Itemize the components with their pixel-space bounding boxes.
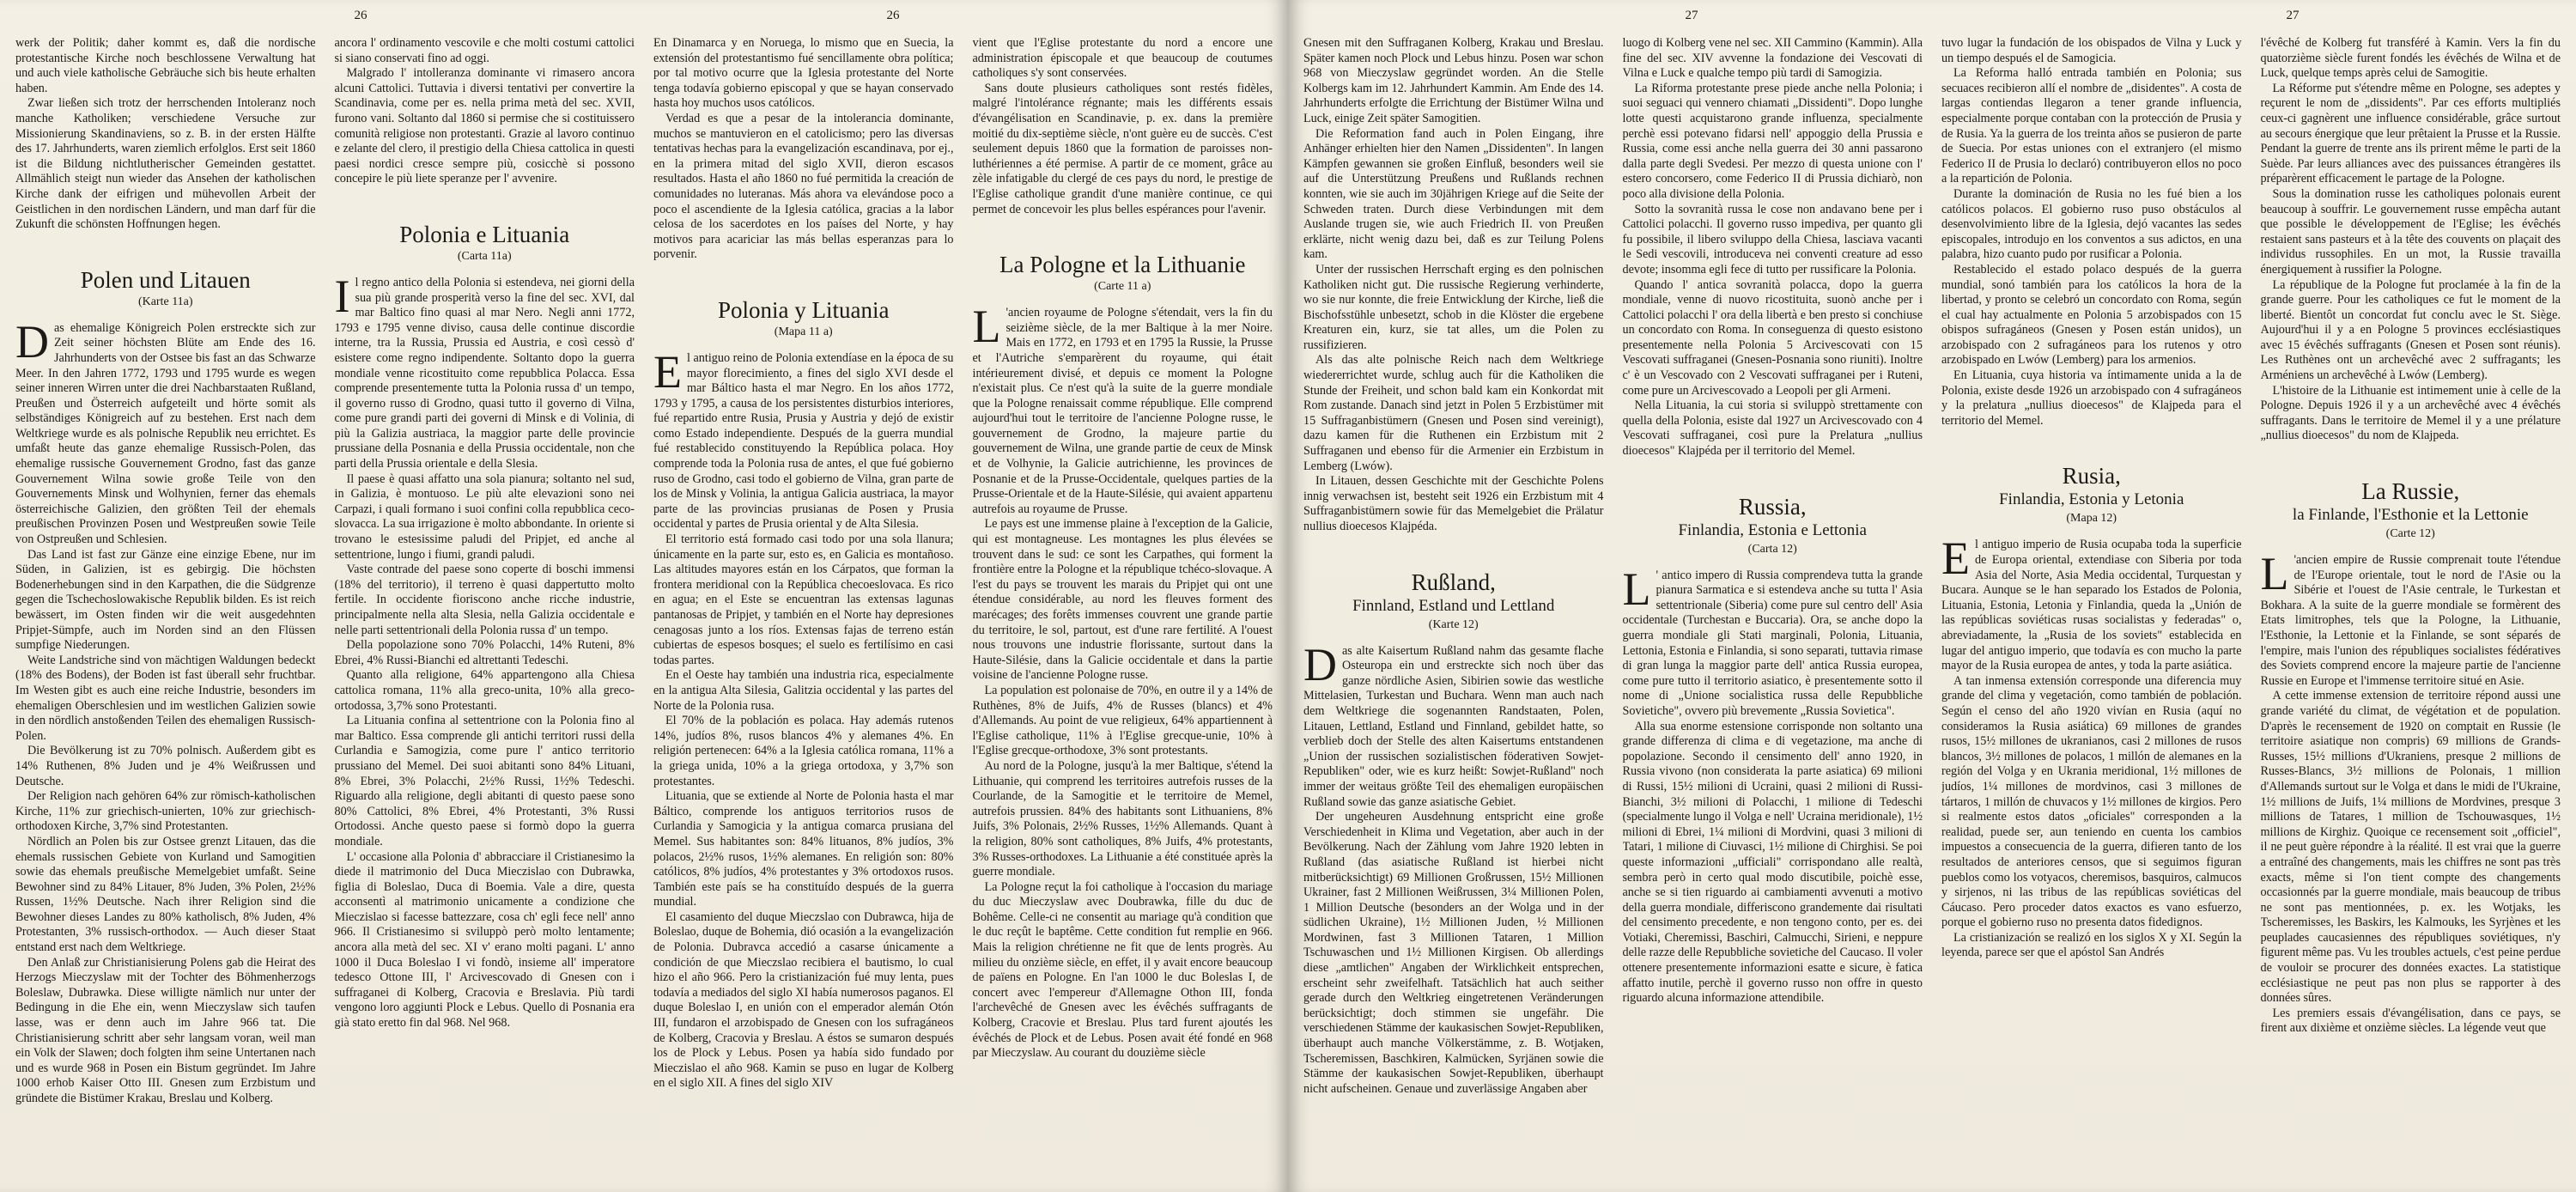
paragraph: In Litauen, dessen Geschichte mit der Geschichte Polens innig verwachsen ist, besteht seit 1926 ein Erzbistum mit 4 Suffraganbistümern sowie für das Memelgebiet die Prälatur nullius dioecesos Klajpéda. bbox=[1303, 474, 1604, 533]
paragraph: luogo di Kolberg vene nel sec. XII Cammino (Kammin). Alla fine del sec. XIV avvenne la fondazione dei Vescovati di Vilna e Luck e qualche tempo più tardi di Samogizia. bbox=[1622, 36, 1923, 81]
section-title: Rusia, bbox=[2062, 463, 2121, 490]
paragraph: l antiguo imperio de Rusia ocupaba toda la superficie de Europa oriental, extendiase con Siberia por toda Asia del Norte, Asia Media occidental, Turquestan y Bucara. Aunque se le han separado los Estados de Polonia, Lituania, Estonia, Letonia y Finlandia, queda la „Unión de las repúblicas soviéticas rusas socialistas y federadas" o, abreviadamente, la „Rusia de los soviets" establecida en lugar del antiguo imperio, que todavía es con mucho la parte mayor de la Rusia europea de antes, y toda la parte asiática. bbox=[1941, 538, 2242, 673]
map-reference: (Karte 12) bbox=[1428, 617, 1479, 631]
paragraph: ancora l' ordinamento vescovile e che molti costumi cattolici si siano conservati fino ad oggi. bbox=[334, 36, 635, 65]
paragraph: La cristianización se realizó en los siglos X y XI. Según la leyenda, parece ser que el apóstol San Andrés bbox=[1941, 930, 2242, 960]
paragraph: 'ancien empire de Russie comprenait toute l'étendue de l'Europe orientale, tout le nord de l'Asie ou la Sibérie et l'ouest de l'Asie centrale, le Turkestan et Bokhara. A la suite de la guerre mondiale se formèrent des Etats limitrophes, tels que la Pologne, la Lithuanie, l'Esthonie, la Lettonie et la Finlande, se sont séparés de l'empire, mais l'union des républiques socialistes fédératives des Soviets comprend encore la majeure partie de l'ancienne Russie en Europe et l'immense territoire situé en Asie. bbox=[2260, 553, 2561, 688]
paragraph: Les premiers essais d'évangélisation, dans ce pays, se firent aux dixième et onzième siècles. La légende veut que bbox=[2260, 1006, 2561, 1036]
section-title: La Pologne et la Lithuanie bbox=[999, 252, 1246, 278]
paragraph: Als das alte polnische Reich nach dem Weltkriege wiedererrichtet wurde, schlug auch für die Katholiken die Stunde der Freiheit, und schon bald kam ein Konkordat mit Rom zustande. Danach sind jetzt in Polen 5 Erzbistümer mit 15 Suffraganbistümern (Gnesen und Posen sind vereinigt), dazu kamen für die Ruthenen ein Erzbistum mit 2 Suffraganen und ebenso für die Armenier ein Erzbistum in Lemberg (Lwów). bbox=[1303, 353, 1604, 473]
paragraph: El 70% de la población es polaca. Hay además rutenos 14%, judíos 8%, rusos blancos 4% y alemanes 4%. En religión pertenecen: 64% a la Iglesia católica romana, 11% a la griega unida, 10% a la griega ortodoxa, y 3,7% son protestantes. bbox=[653, 714, 954, 788]
paragraph: Die Reformation fand auch in Polen Eingang, ihre Anhänger erhielten hier den Namen „Dissidenten". In langen Kämpfen gewannen sie großen Einfluß, besonders weil sie auf die Unterstützung Preußens und Rußlands rechnen konnten, wie sie auch im 30jährigen Kriege auf die Seite der Schweden traten. Durch diese Verbindungen mit dem Auslande trugen sie, wie auch Friedrich II. von Preußen erklärte, nicht wenig dazu bei, daß es zur Teilung Polens kam. bbox=[1303, 126, 1604, 262]
paragraph: L'histoire de la Lithuanie est intimement unie à celle de la Pologne. Depuis 1926 il y a un archevêché avec 4 évêchés suffragants. Dans le territoire de Memel il y a une prélature „nullius dioecesos" du nom de Klajpeda. bbox=[2260, 383, 2561, 443]
paragraph: Die Bevölkerung ist zu 70% polnisch. Außerdem gibt es 14% Ruthenen, 8% Juden und je 4% Weißrussen und Deutsche. bbox=[15, 744, 316, 788]
column-spanish-2 bbox=[1941, 36, 2242, 1175]
paragraph: Quando l' antica sovranità polacca, dopo la guerra mondiale, venne di nuovo ricostituita, suonò anche per i Cattolici polacchi l' ora della libertà e ben presto si conchiuse un concordato con Roma. In conseguenza di questo esistono presentemente nella Polonia 5 Arcivescovati con 15 Vescovati suffraganei (Gnesen-Posnania sono riuniti). Inoltre c' è un Vescovado con 2 Vescovati suffraganei per i Ruteni, come pure un Arcivescovado a Leopoli per gli Armeni. bbox=[1622, 277, 1923, 398]
paragraph: Lituania, que se extiende al Norte de Polonia hasta el mar Báltico, comprende los antiguos territorios rusos de Curlandia y Samogicia y la antigua comarca prusiana del Memel. Sus habitantes son: 84% lituanos, 8% judíos, 3% polacos, 2½% rusos, 1½% alemanes. En religión son: 80% católicos, 8% judíos, 4% protestantes y 3% ortodoxos rusos. También este país se ha constituído después de la guerra mundial. bbox=[653, 789, 954, 909]
right-page-header bbox=[1288, 2, 2576, 27]
section-title: Polen und Litauen bbox=[80, 266, 251, 293]
paragraph: Au nord de la Pologne, jusqu'à la mer Baltique, s'étend la Lithuanie, qui comprend les territoires autrefois russes de la Courlande, de la Samogitie et le territoire de Memel, autrefois prussien. 84% des habitants sont Lithuaniens, 8% Juifs, 3% Polonais, 2½% Russes, 1½% Allemands. Quant à la religion, 80% sont catholiques, 8% Juifs, 4% protestants, 3% Russes-orthodoxes. La Lithuanie a été constituée après la guerre mondiale. bbox=[972, 758, 1273, 879]
paragraph: Gnesen mit den Suffraganen Kolberg, Krakau und Breslau. Später kamen noch Plock und Lebus hinzu. Posen war schon 968 von Mieczyslaw gegründet worden. An die Stelle Kolbergs kam im 12. Jahrhundert Kammin. Am Ende des 14. Jahrhunderts erfolgte die Errichtung der Bistümer Wilna und Luck, einige Zeit später Samogitien. bbox=[1303, 36, 1604, 125]
drop-cap: D bbox=[1303, 638, 1337, 690]
column-german-2 bbox=[1303, 36, 1604, 1175]
paragraph: Verdad es que a pesar de la intolerancia dominante, muchos se mantuvieron en el catolicismo; pero las diversas tentativas hechas para la evangelización escandinava, por ej., en la primera mitad del siglo XVII, dieron escasos resultados. Hasta el año 1860 no fué permitida la creación de comunidades no luteranas. Más ahora va elevándose poco a poco el ascendiente de la Iglesia católica, gracias a la labor celosa de los sacerdotes en los países del Norte, y hay motivos para acariciar las más bellas esperanzas para lo porvenir. bbox=[653, 111, 954, 262]
page-number: 27 bbox=[2286, 9, 2300, 22]
column-italian-2 bbox=[1623, 36, 1923, 1175]
drop-cap: L bbox=[1622, 563, 1651, 615]
paragraph: Das Land ist fast zur Gänze eine einzige Ebene, nur im Süden, in Galizien, ist es gebirgig. Die höchsten Bodenerhebungen sind in den Karpathen, die die Südgrenze gegen die Tschechoslowakische Republik bilden. Es ist reich bewässert, im Osten finden wir die weit ausgedehnten Pripjet-Sümpfe, auch im Norden sind an den Flüssen sumpfige Niederungen. bbox=[15, 547, 316, 653]
paragraph: werk der Politik; daher kommt es, daß die nordische protestantische Kirche noch beschlossene Verwaltung hat und auch viele katholische Gebräuche sich bis heute erhalten haben. bbox=[15, 36, 316, 95]
paragraph: tuvo lugar la fundación de los obispados de Vilna y Luck y un tiempo después el de Samogicia. bbox=[1941, 36, 2242, 65]
column-italian-1 bbox=[335, 36, 635, 1175]
paragraph: A tan inmensa extensión corresponde una diferencia muy grande del clima y vegetación, como también de población. Según el censo del año 1920 vivían en Rusia (aquí no consideramos la Rusia asiática) 69 millones de grandes rusos, 15½ millones de ukranianos, casi 2 millones de rusos blancos, 3½ millones de polacos, 1 millón de alemanes en la región del Volga y en Ukrania meridional, 1½ millones de judíos, 1¼ millones de mordvinos, casi 3 millones de tártaros, 1 millón de chuvacos y 1½ millones de kirgios. Pero si realmente estos datos „oficiales" corresponden a la realidad, puede ser, aun teniendo en cuenta los cambios impuestos a consecuencia de la guerra, difieren tanto de los resultados de anteriores censos, que si seguimos figuran pueblos como los votyacos, cheremisos, basquiros, calmucos y sirjenos, ni las tribus de las repúblicas soviéticas del Cáucaso. Pero proceder datos exactos es vano esfuerzo, porque el gobierno ruso no presenta datos fidedignos. bbox=[1941, 673, 2242, 930]
paragraph: En Dinamarca y en Noruega, lo mismo que en Suecia, la extensión del protestantismo fué sencillamente obra política; por tal motivo ocurre que la Iglesia protestante del Norte tenga todavía gobierno episcopal y que se hayan conservado hasta hoy muchos usos católicos. bbox=[653, 36, 954, 111]
paragraph: Quanto alla religione, 64% appartengono alla Chiesa cattolica romana, 11% alla greco-unita, 10% alla greco-ortodossa, 3,7% sono Protestanti. bbox=[334, 668, 635, 713]
map-reference: (Mapa 11 a) bbox=[774, 325, 833, 338]
paragraph: El casamiento del duque Mieczslao con Dubrawca, hija de Boleslao, duque de Bohemia, dió ocasión a la evangelización de Polonia. Dubravca accedió a casarse únicamente a condición de que Mieczslao recibiera el bautismo, lo cual hizo el año 966. Pero la cristianización fué muy lenta, pues todavía a mediados del siglo XI había numerosos paganos. El duque Boleslao I, en unión con el emperador alemán Otón III, fundaron el arzobispado de Gnesen con los sufragáneos de Kolberg, Cracovia y Breslau. A éstos se sumaron después los de Plock y Lebus. Posen ya había sido fundado por Mieczislao el año 968. Kamin se puso en lugar de Kolberg en el siglo XII. A fines del siglo XIV bbox=[653, 909, 954, 1091]
page-number: 26 bbox=[354, 9, 368, 22]
left-page-header bbox=[0, 2, 1288, 27]
paragraph: Restablecido el estado polaco después de la guerra mundial, sonó también para los católicos la hora de la libertad, y pronto se celebró un concordato con Roma, según el cual hay actualmente en Polonia 5 arzobispados con 15 obispos sufragáneos (Gnesen y Posen están unidos), un arzobispado con 2 sufragáneos para los rutenos y otro arzobispado en Lwów (Lemberg) para los armenios. bbox=[1941, 262, 2242, 368]
section-subtitle: la Finlande, l'Esthonie et la Lettonie bbox=[2292, 506, 2529, 525]
drop-cap: E bbox=[653, 345, 682, 398]
section-subtitle: Finnland, Estland und Lettland bbox=[1352, 596, 1555, 615]
paragraph: La Réforme put s'étendre même en Pologne, ses adeptes y reçurent le nom de „dissidents". Par ces efforts multipliés ceux-ci gagnèrent une influence considérable, grâce surtout au secours énergique que leur prêtaient la Prusse et la Russie. Pendant la guerre de trente ans ils prirent même le parti de la Suède. Par leurs alliances avec des puissances étrangères ils préparèrent efficacement le partage de la Pologne. bbox=[2260, 81, 2561, 186]
paragraph: Sans doute plusieurs catholiques sont restés fidèles, malgré l'intolérance régnante; mais les différents essais d'évangélisation en Scandinavie, p. ex. dans la première moitié du dix-septième siècle, n'ont guère eu de succès. C'est seulement depuis 1860 que la formation de paroisses non-luthériennes a été permise. A partir de ce moment, grâce au zèle infatigable du clergé de ces pays du nord, le prestige de l'Eglise catholique grandit d'une manière continue, ce qui permet de concevoir les plus belles espérances pour l'avenir. bbox=[972, 81, 1273, 216]
section-title: Russia, bbox=[1738, 493, 1807, 520]
paragraph: Weite Landstriche sind von mächtigen Waldungen bedeckt (18% des Bodens), der Boden ist fast überall sehr fruchtbar. Im Westen gibt es auch eine reiche Industrie, besonders im ehemaligen Oberschlesien und im westlichen Galizien sowie in den nördlich anstoßenden Teilen des ehemaligen Russisch-Polen. bbox=[15, 653, 316, 743]
column-spanish-1 bbox=[653, 36, 954, 1175]
paragraph: Unter der russischen Herrschaft erging es den polnischen Katholiken nicht gut. Die russische Regierung verhinderte, wo sie nur konnte, die freie Entwicklung der Kirche, ließ die Bischofsstühle unbesetzt, schob in die Klöster die ergebene Kreaturen ein, kurz, sie tat alles, um die Polen zu russifizieren. bbox=[1303, 262, 1604, 352]
drop-cap: I bbox=[334, 270, 350, 322]
map-reference: (Karte 11a) bbox=[137, 295, 193, 308]
drop-cap: L bbox=[2260, 548, 2289, 600]
paragraph: Der Religion nach gehören 64% zur römisch-katholischen Kirche, 11% zur griechisch-unierten, 10% zur griechisch-orthodoxen Kirche, 3,7% sind Protestanten. bbox=[15, 789, 316, 834]
paragraph: La Riforma protestante prese piede anche nella Polonia; i suoi seguaci qui vennero chiamati „Dissidenti". Dopo lunghe lotte questi acquistarono grande influenza, specialmente perchè essi potevano fidarsi nell' appoggio della Prussia e Russia, come essi anche nella guerra dei 30 anni passarono dalla parte degli Svedesi. Per mezzo di questa unione con l' estero concorsero, come Federico II di Prussia dichiarò, non poco alla divisione della Polonia. bbox=[1622, 81, 1923, 201]
column-french-1 bbox=[973, 36, 1273, 1175]
paragraph: Der ungeheuren Ausdehnung entspricht eine große Verschiedenheit in Klima und Vegetation, aber auch in der Bevölkerung. Nach der Zählung vom Jahre 1920 lebten in Rußland (das asiatische Rußland ist hierbei nicht mitberücksichtigt) 69 Millionen Großrussen, 15½ Millionen Ukrainer, fast 2 Millionen Weißrussen, 3¼ Millionen Polen, 1 Million Deutsche (besonders an der Wolga und in der südlichen Ukraine), 1½ Millionen Juden, ½ Millionen Mordwinen, fast 3 Millionen Tataren, 1 Million Tschuwaschen und 1½ Millionen Kirgisen. Ob allerdings diese „amtlichen" Angaben der Wirklichkeit entsprechen, erscheint sehr zweifelhaft. Tatsächlich hat auch seither gerade durch den Weltkrieg eingetretenen Veränderungen berücksichtigt; doch stimmen sie ungefähr. Die verschiedenen Stämme der kaukasischen Sowjet-Republiken, überhaupt auch manche Völkerstämme, z. B. Wotjaken, Tscheremissen, Baschkiren, Kalmücken, Syrjänen sowie die Stämme der kaukasischen Sowjet-Republiken, überhaupt nicht aufscheinen. Genaue und zuverlässige Angaben aber bbox=[1303, 810, 1604, 1096]
column-french-2 bbox=[2261, 36, 2561, 1175]
paragraph: A cette immense extension de territoire répond aussi une grande variété du climat, de végétation et de population. D'après le recensement de 1920 on comptait en Russie (le territoire asiatique non compris) 69 millions de Grands-Russes, 15½ millions d'Ukraniens, presque 2 millions de Russes-Blancs, 3½ millions de Polonais, 1 million d'Allemands surtout sur le Volga et dans le midi de l'Ukraine, 1½ millions de Juifs, 1¼ millions de Mordvines, presque 3 millions de Tatares, 1 million de Tschouwasques, 1½ millions de Kirghiz. Quoique ce recensement soit „officiel", il ne peut guère répondre à la réalité. Il est vrai que la guerre a entraîné des changements, mais les chiffres ne sont pas très exacts, même si l'on tient compte des changements occasionnés par la guerre mondiale, mais beaucoup de tribus ne sont pas mentionnées, p. ex. les Wotjaks, les Tscheremisses, les Baskirs, les Kalmouks, les Syrjènes et les peuplades caucasiennes des républiques soviétiques, n'y figurent même pas. Vu les troubles actuels, c'est peine perdue de vouloir se procurer des données exactes. La statistique ecclésiastique ne peut pas non plus se rapporter à des données sûres. bbox=[2260, 689, 2561, 1006]
map-reference: (Carta 12) bbox=[1747, 542, 1797, 556]
paragraph: Sotto la sovranità russa le cose non andavano bene per i Cattolici polacchi. Il governo russo impediva, per quanto gli fu possibile, il libero sviluppo della Chiesa, lasciava vacanti le Sedi vescovili, introduceva nei conventi creature ad esso devote; insomma egli fece di tutto per russificare la Polonia. bbox=[1622, 202, 1923, 277]
map-reference: (Carte 12) bbox=[2385, 527, 2435, 541]
paragraph: En Lituania, cuya historia va íntimamente unida a la de Polonia, existe desde 1926 un arzobispado con 4 sufragáneos y la prelatura „nullius dioecesos" de Klajpeda para el territorio del Memel. bbox=[1941, 368, 2242, 428]
paragraph: vient que l'Eglise protestante du nord a encore une administration épiscopale et que beaucoup de coutumes catholiques s'y sont conservées. bbox=[972, 36, 1273, 81]
section-title: La Russie, bbox=[2361, 478, 2460, 505]
paragraph: Vaste contrade del paese sono coperte di boschi immensi (18% del territorio), il terreno è quasi dappertutto molto fertile. In occidente fioriscono anche ricche industrie, principalmente nella alta Slesia, nella Galizia occidentale e nelle parti settentrionali della Polonia russa d' un tempo. bbox=[334, 563, 635, 637]
paragraph: L' occasione alla Polonia d' abbracciare il Cristianesimo la diede il matrimonio del Duca Mieczislao con Dubrawka, figlia di Boleslao, Duca di Boemia. Vale a dire, questa acconsentì al matrimonio unicamente a condizione che Mieczislao si facesse battezzare, cosa ch' egli fece nell' anno 966. Il Cristianesimo si sviluppò però molto lentamente; ancora alla metà del sec. XI v' erano molti pagani. L' anno 1000 il Duca Boleslao I vi fondò, insieme all' imperatore tedesco Ottone III, l' Arcivescovado di Gnesen con i suffraganei di Kolberg, Cracovia e Breslavia. Più tardi vengono loro aggiunti Plock e Lebus. Quello di Posnania era già stato eretto fin dal 968. Nel 968. bbox=[334, 849, 635, 1031]
paragraph: Zwar ließen sich trotz der herrschenden Intoleranz noch manche Katholiken; verschiedene Versuche zur Missionierung Skandinaviens, so z. B. in der ersten Hälfte des 17. Jahrhunderts, waren ziemlich erfolglos. Erst seit 1860 ist die Bildung nichtlutherischer Gemeinden gestattet. Allmählich steigt nun wieder das Ansehen der katholischen Kirche dank der eifrigen und mühevollen Arbeit der Geistlichen in den nordischen Ländern, und man darf für die Zukunft die schönsten Hoffnungen hegen. bbox=[15, 96, 316, 232]
page-number: 27 bbox=[1685, 9, 1698, 22]
section-subtitle: Finlandia, Estonia e Lettonia bbox=[1678, 520, 1867, 539]
map-reference: (Carte 11 a) bbox=[1094, 280, 1151, 294]
page-number: 26 bbox=[886, 9, 900, 22]
paragraph: 'ancien royaume de Pologne s'étendait, vers la fin du seizième siècle, de la mer Baltique à la mer Noire. Mais en 1772, en 1793 et en 1795 la Russie, la Prusse et l'Autriche s'emparèrent du royaume, qui était intérieurement divisé, et depuis ce moment la Pologne n'existait plus. Ce n'est qu'à la suite de la guerre mondiale que la Pologne renaissait comme république. Elle comprend aujourd'hui tout le territoire de l'ancienne Pologne russe, le gouvernement de Grodno, la majeure partie du gouvernement de Wilna, une grande partie de ceux de Minsk et de Volhynie, la Galicie autrichienne, les provinces de Posnanie et de la Prusse-Occidentale, quelques parties de la Prusse-Orientale et de la Haute-Silésie, qui avaient appartenu autrefois au royaume de Prusse. bbox=[972, 306, 1273, 516]
paragraph: l antiguo reino de Polonia extendíase en la época de su mayor florecimiento, a fines del siglo XVI desde el mar Báltico hasta el mar Negro. En los años 1772, 1793 y 1795, a causa de los persistentes disturbios interiores, fué repartido entre Rusia, Prusia y Austria y dejó de existir como Estado independiente. Después de la guerra mundial fué restablecido constituyendo la República polaca. Hoy comprende toda la Polonia rusa de antes, el que fué gobierno ruso de Grodno, casi todo el gobierno de Vilna, gran parte de los de Minsk y Volinia, la antigua Galicia austriaca, la mayor parte de las provincias prusianas de Posen y Prusia occidental y partes de Prusia oriental y de Alta Silesia. bbox=[653, 350, 954, 532]
paragraph: La Pologne reçut la foi catholique à l'occasion du mariage du duc Mieczyslaw avec Doubrawka, fille du duc de Bohême. Celle-ci ne consentit au mariage qu'à condition que le duc reçût le baptême. Cette condition fut remplie en 966. Mais la religion chrétienne ne fit que de lents progrès. Au milieu du onzième siècle, en effet, il y avait encore beaucoup de païens en Pologne. En l'an 1000 le duc Boleslas I, de concert avec l'empereur d'Allemagne Othon III, fonda l'archevêché de Gnesen avec les évêchés suffragants de Kolberg, Cracovie et Breslau. Plus tard furent ajoutés les évêchés de Plock et de Lebus. Posen avait été fondé en 968 par Mieczyslaw. Au courant du douzième siècle bbox=[972, 879, 1273, 1061]
map-reference: (Carta 11a) bbox=[457, 249, 512, 263]
paragraph: ' antico impero di Russia comprendeva tutta la grande pianura Sarmatica e si estendeva anche su tutta l' Asia settentrionale (Siberia) come pure sul centro dell' Asia occidentale (Turchestan e Buccaria). Ora, se anche dopo la guerra mondiale gli Stati marginali, Polonia, Lituania, Lettonia, Estonia e Finlandia, si sono separati, tuttavia rimase di gran lunga la maggior parte dell' antica Russia europea, come pure tutto il territorio asiatico, è presentemente sotto il nome di „Unione socialistica russa delle Repubbliche Sovietiche", ovvero più brevemente „Russia Sovietica". bbox=[1622, 568, 1923, 718]
paragraph: La population est polonaise de 70%, en outre il y a 14% de Ruthènes, 8% de Juifs, 4% de Russes (blancs) et 4% d'Allemands. Au point de vue religieux, 64% appartiennent à l'Eglise catholique, 11% à l'Eglise grecque-unie, 10% à l'Eglise grecque-orthodoxe, 3% sont protestants. bbox=[972, 683, 1273, 758]
paragraph: l'évêché de Kolberg fut transféré à Kamin. Vers la fin du quatorzième siècle furent fondés les évêchés de Wilna et de Luck, quelque temps après celui de Samogitie. bbox=[2260, 36, 2561, 81]
paragraph: as ehemalige Königreich Polen erstreckte sich zur Zeit seiner höchsten Blüte am Ende des 16. Jahrhunderts von der Ostsee bis fast an das Schwarze Meer. In den Jahren 1772, 1793 und 1795 wurde es wegen seiner inneren Wirren unter die drei Nachbarstaaten Rußland, Preußen und Österreich aufgeteilt und hörte somit als selbständiges Königreich auf zu bestehen. Erst nach dem Weltkriege wurde es als polnische Republik neu errichtet. Es umfaßt heute das ganze ehemalige Russisch-Polen, das ehemalige russische Gouvernement Grodno, fast das ganze Gouvernement Wilna sowie große Teile von den Gouvernements Minsk und Wolhynien, ferner das ehemals österreichische Galizien, den größten Teil der ehemals preußischen Provinzen Posen und Westpreußen sowie Teile von Ostpreußen und Schlesien. bbox=[15, 320, 316, 547]
paragraph: El territorio está formado casi todo por una sola llanura; únicamente en la parte sur, esto es, en Galicia es montañoso. Las altitudes mayores están en los Cárpatos, que forman la frontera meridional con la República checoeslovaca. Es rico en agua; en el Este se encuentran las extensas lagunas pantanosas de Pripjet, y también en el Norte hay depresiones cenagosas junto a los ríos. Extensas fajas de terreno están cubiertas de espesos bosques; el suelo es fertilísimo en casi todas partes. bbox=[653, 532, 954, 667]
map-reference: (Mapa 12) bbox=[2066, 512, 2117, 526]
section-subtitle: Finlandia, Estonia y Letonia bbox=[1999, 490, 2184, 509]
section-title: Polonia e Lituania bbox=[399, 221, 570, 247]
section-title: Rußland, bbox=[1411, 569, 1496, 595]
paragraph: Malgrado l' intolleranza dominante vi rimasero ancora alcuni Cattolici. Tuttavia i diversi tentativi per convertire la Scandinavia, come per es. nella prima metà del sec. XVII, furono vani. Soltanto dal 1860 si permise che si costituissero comunità religiose non protestanti. Grazie al lavoro continuo e zelante del clero, il prestigio della Chiesa cattolica in questi paesi nordici cresce sempre più, cosicchè si possono concepire le più liete speranze per l' avvenire. bbox=[334, 66, 635, 186]
drop-cap: L bbox=[972, 301, 1001, 353]
paragraph: Sous la domination russe les catholiques polonais eurent beaucoup à souffrir. Le gouvernement russe empêcha autant que possible le développement de l'Eglise; les évêchés restaient sans pasteurs et à la tête des couvents on plaçait des individus russophiles. En un mot, la Russie travailla énergiquement à russifier la Pologne. bbox=[2260, 186, 2561, 277]
right-page bbox=[1288, 0, 2576, 1192]
paragraph: as alte Kaisertum Rußland nahm das gesamte flache Osteuropa ein und erstreckte sich noch über das ganze nördliche Asien, Sibirien sowie das westliche Mittelasien, Turkestan und Buchara. Wenn man auch nach dem Weltkriege die sogenannten Randstaaten, Polen, Litauen, Lettland, Estland und Finnland, gebildet hatte, so verblieb doch der Stelle des alten Kaisertums entstandenen „Union der russischen sozialistischen föderativen Sowjet-Republiken" oder, wie es kurz heißt: Sowjet-Rußland" noch immer der weitaus größte Teil des ehemaligen europäischen Rußland sowie das ganze asiatische Gebiet. bbox=[1303, 643, 1604, 809]
paragraph: En el Oeste hay también una industria rica, especialmente en la antigua Alta Silesia, Galitzia occidental y las partes del Norte de la Polonia rusa. bbox=[653, 668, 954, 713]
drop-cap: E bbox=[1941, 532, 1970, 585]
paragraph: La Reforma halló entrada también en Polonia; sus secuaces recibieron allí el nombre de „disidentes". A costa de largas contiendas llegaron a tener grande influencia, especialmente porque contaban con la protección de Prusia y de Rusia. Ya la guerra de los treinta años se pusieron de parte de Suecia. Por estas uniones con el extranjero (el mismo Federico II de Prusia lo declaró) contribuyeron ellos no poco a la repartición de Polonia. bbox=[1941, 66, 2242, 186]
paragraph: Den Anlaß zur Christianisierung Polens gab die Heirat des Herzogs Mieczyslaw mit der Tochter des Böhmenherzogs Boleslaw, Dubrawka. Diese willigte nämlich nur unter der Bedingung in die Ehe ein, wenn Mieczyslaw sich taufen lasse, was er denn auch im Jahre 966 tat. Die Christianisierung schritt aber sehr langsam voran, weil man ein Volk der Slawen; doch folgten ihm seine Untertanen nach und es wurde 968 in Posen ein Bistum gegründet. Im Jahre 1000 erhob Kaiser Otto III. Gnesen zum Erzbistum und gründete die Bistümer Krakau, Breslau und Kolberg. bbox=[15, 955, 316, 1105]
section-title: Polonia y Lituania bbox=[718, 296, 890, 323]
paragraph: Alla sua enorme estensione corrisponde non soltanto una grande differenza di clima e di vegetazione, ma anche di popolazione. Secondo il censimento dell' anno 1920, in Russia vivono (non considerata la parte asiatica) 69 milioni di Russi, 15½ milioni di Ucraini, quasi 2 milioni di Russi-Bianchi, 3½ milioni di Polacchi, 1 milione di Tedeschi (specialmente lungo il Volga e nell' Ucraina meridionale), 1½ milioni di Ebrei, 1¼ milioni di Mordvini, quasi 3 milioni di Tatari, 1 milione di Ciuvasci, 1½ milione di Chirghisi. Se poi queste informazioni „ufficiali" corrispondano alle realtà, sembra però in certo qual modo discutibile, poichè esse, anche se si tien riguardo ai cambiamenti avvenuti a motivo della guerra mondiale, differiscono grandemente dai risultati del censimento precedente, e non tengono conto, per es. dei Votiaki, Cheremissi, Baschiri, Calmucchi, Sirieni, e neppure delle razze delle Repubbliche sovietiche del Caucaso. Il voler ottenere presentemente informazioni esatte e sicure, è fatica affatto inutile, perchè il governo russo non offre in questo riguardo alcuna informazione attendibile. bbox=[1622, 719, 1923, 1006]
column-german-1 bbox=[15, 36, 316, 1175]
paragraph: Il paese è quasi affatto una sola pianura; soltanto nel sud, in Galizia, è montuoso. Le più alte elevazioni sono nei Carpazi, i quali formano i suoi confini colla repubblica ceco-slovacca. La sua irrigazione è molto abbondante. In oriente si trovano le estesissime paludi del Pripjet, ed anche al settentrione, lungo i fiumi, grandi paludi. bbox=[334, 471, 635, 562]
paragraph: Nella Lituania, la cui storia si sviluppò strettamente con quella della Polonia, esiste dal 1927 un Arcivescovado con 4 Vescovati suffraganei, così pure la Prelatura „nullius dioecesos" Klajpéda per il territorio del Memel. bbox=[1622, 398, 1923, 459]
paragraph: Nördlich an Polen bis zur Ostsee grenzt Litauen, das die ehemals russischen Gebiete von Kurland und Samogitien sowie das ehemals preußische Memelgebiet umfaßt. Seine Bewohner sind zu 84% Litauer, 8% Juden, 3% Polen, 2½% Russen, 1½% Deutsche. Nach ihrer Religion sind die Bewohner dieses Landes zu 80% katholisch, 8% Juden, 4% Protestanten, 3% russisch-orthodox. — Auch dieser Staat entstand erst nach dem Weltkriege. bbox=[15, 834, 316, 955]
paragraph: Durante la dominación de Rusia no les fué bien a los católicos polacos. El gobierno ruso puso obstáculos al desenvolvimiento libre de la Iglesia, dejó vacantes las sedes episcopales, introdujo en los conventos a sus adictos, en una palabra, hizo cuanto pudo por rusificar a Polonia. bbox=[1941, 186, 2242, 262]
paragraph: La Lituania confina al settentrione con la Polonia fino al mar Baltico. Essa comprende gli antichi territori russi della Curlandia e Samogizia, come pure l' antico territorio prussiano del Memel. Dei suoi abitanti sono 84% Lituani, 8% Ebrei, 3% Polacchi, 2½% Russi, 1½% Tedeschi. Riguardo alla religione, degli abitanti di questo paese sono 80% Cattolici, 8% Ebrei, 4% Protestanti, 3% Russi Ortodossi. Anche questo paese si formò dopo la guerra mondiale. bbox=[334, 714, 635, 848]
paragraph: l regno antico della Polonia si estendeva, nei giorni della sua più grande prosperità verso la fine del sec. XVI, dal mar Baltico fino quasi al mar Nero. Negli anni 1772, 1793 e 1795 venne diviso, causa delle continue discordie interne, tra la Russia, Prussia ed Austria, e così cessò d' esistere come regno indipendente. Soltanto dopo la guerra mondiale venne ricostituito come repubblica Polacca. Essa comprende presentemente tutta la Polonia russa d' un tempo, il governo russo di Grodno, quasi tutto il governo di Vilna, come pure grandi parti dei governi di Minsk e di Volinia, di più la Galizia austriaca, la maggior parte delle provincie prussiane della Posnania e della Prussia occidentale, non che parti della Prussia orientale e della Slesia. bbox=[334, 275, 635, 471]
paragraph: Della popolazione sono 70% Polacchi, 14% Ruteni, 8% Ebrei, 4% Russi-Bianchi ed altrettanti Tedeschi. bbox=[334, 638, 635, 667]
paragraph: La république de la Pologne fut proclamée à la fin de la grande guerre. Pour les catholiques ce fut le moment de la liberté. Bientôt un concordat fut conclu avec le St. Siège. Aujourd'hui il y a en Pologne 5 provinces ecclésiastiques avec 15 évêchés suffragants (Gnesen et Posen sont réunis). Les Ruthènes ont un archevêché avec 2 suffragants; les Arméniens un archevêché à Lwów (Lemberg). bbox=[2260, 277, 2561, 383]
drop-cap: D bbox=[15, 315, 49, 368]
paragraph: Le pays est une immense plaine à l'exception de la Galicie, qui est montagneuse. Les montagnes les plus élevées se trouvent dans le sud: ce sont les Carpathes, qui forment la frontière entre la Pologne et la république tchéco-slovaque. A l'est du pays se trouvent les marais du Pripjet qui ont une étendue considérable, au nord les fleuves forment des marécages; des forêts immenses couvrent une grande partie du territoire, le sol, partout, est d'une rare fertilité. A l'ouest nous trouvons une industrie florissante, surtout dans la Haute-Silésie, dans la Galicie occidentale et dans la partie voisine de l'ancienne Pologne russe. bbox=[972, 517, 1273, 683]
